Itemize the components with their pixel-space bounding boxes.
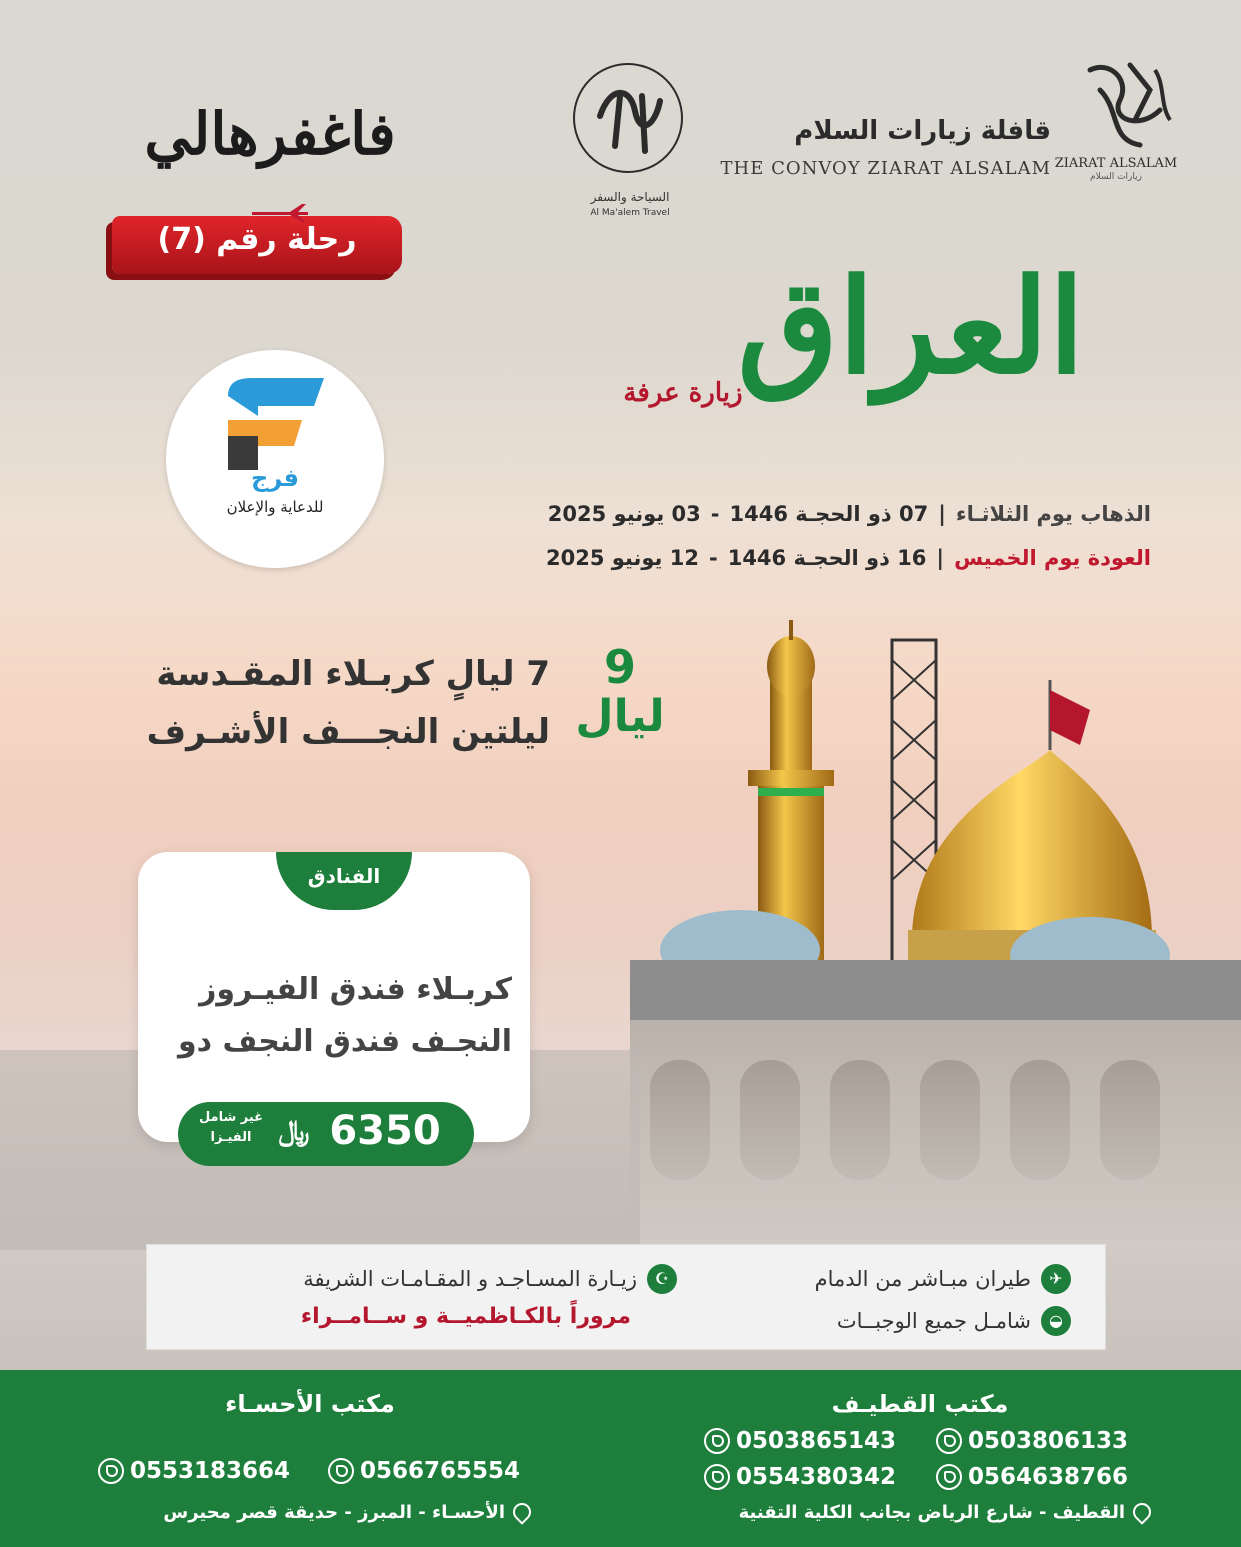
whatsapp-icon	[704, 1428, 730, 1454]
qatif-phone-2-number: 0503865143	[736, 1428, 897, 1454]
ahsa-address[interactable]	[163, 1502, 529, 1523]
trip-subtitle: زيارة عرفة	[623, 378, 743, 408]
ahsa-office-title: مكتب الأحسـاء	[225, 1390, 395, 1418]
qatif-address-text: القطيف - شارع الرياض بجانب الكلية التقنية	[738, 1502, 1125, 1523]
feature-flight	[815, 1264, 1071, 1294]
airplane-icon	[250, 200, 310, 224]
feature-meals	[837, 1306, 1071, 1336]
date-separator: |	[938, 502, 946, 526]
country-title: العراق	[737, 250, 1085, 403]
maalem-logo-en: Al Ma'alem Travel	[590, 208, 670, 218]
qatif-phone-1[interactable]	[936, 1428, 1128, 1454]
ahsa-address-text: الأحسـاء - المبرز - حديقة قصر محيرس	[163, 1502, 505, 1523]
qatif-phone-1-number: 0503806133	[968, 1428, 1129, 1454]
trip-number: رحلة رقم (7)	[157, 222, 357, 257]
slogan: فاغفرهالي	[144, 100, 396, 168]
hotel-karbala: كربـلاء فندق الفيـروز	[199, 972, 512, 1007]
maalem-logo-ar: السياحة والسفر	[590, 190, 670, 204]
ziarat-logo-en: ZIARAT ALSALAM	[1054, 156, 1178, 171]
feature-visits	[303, 1264, 677, 1294]
karbala-nights: 7 ليالٍ كربـلاء المقـدسة	[156, 654, 550, 694]
ziarat-alsalam-logo	[1070, 50, 1180, 160]
departure-row	[431, 494, 1151, 534]
qatif-phone-3-number: 0564638766	[968, 1464, 1129, 1490]
ahsa-phone-2-number: 0553183664	[130, 1458, 291, 1484]
total-nights	[560, 642, 680, 741]
whatsapp-icon	[936, 1464, 962, 1490]
total-nights-number: 9	[603, 640, 636, 694]
price-note-line2: الفيـزا	[210, 1130, 252, 1145]
date-dash: -	[710, 502, 720, 526]
departure-label: الذهاب يوم الثلاثـاء	[955, 502, 1151, 526]
ahsa-phone-1-number: 0566765554	[360, 1458, 521, 1484]
return-label: العودة يوم الخميس	[954, 546, 1151, 570]
return-row	[431, 538, 1151, 578]
brand-title-ar: قافلة زيارات السلام	[794, 116, 1051, 146]
advertiser-tagline: للدعاية والإعلان	[226, 498, 324, 516]
whatsapp-icon	[936, 1428, 962, 1454]
qatif-office-title: مكتب القطيـف	[831, 1390, 1009, 1418]
departure-hijri: 07 ذو الحجـة 1446	[729, 502, 929, 526]
qatif-address[interactable]	[739, 1502, 1149, 1523]
whatsapp-icon	[704, 1464, 730, 1490]
feature-meals-text: شامـل جميع الوجبــات	[836, 1309, 1031, 1333]
feature-via-text: مروراً بالكـاظميــة و ســامــراء	[300, 1304, 631, 1329]
feature-flight-text: طيران مبـاشر من الدمام	[814, 1267, 1031, 1291]
feature-visits-text: زيـارة المسـاجـد و المقـامـات الشريفة	[303, 1267, 637, 1291]
location-pin-icon	[513, 1503, 529, 1523]
brand-title-en: THE CONVOY ZIARAT ALSALAM	[720, 158, 1051, 179]
airplane-icon: ✈	[1041, 1264, 1071, 1294]
date-separator: |	[936, 546, 945, 570]
total-nights-word: ليال	[575, 690, 665, 742]
return-hijri: 16 ذو الحجـة 1446	[727, 546, 927, 570]
qatif-phone-2[interactable]	[704, 1428, 896, 1454]
advertiser-name: فرج	[251, 464, 299, 492]
hotels-tab-label: الفنادق	[307, 864, 381, 888]
qatif-phone-3[interactable]	[936, 1464, 1128, 1490]
ahsa-phone-1[interactable]	[328, 1458, 520, 1484]
currency-symbol: ﷼	[278, 1114, 310, 1147]
whatsapp-icon	[328, 1458, 354, 1484]
meal-dome-icon: ◒	[1041, 1306, 1071, 1336]
whatsapp-icon	[98, 1458, 124, 1484]
feature-via	[301, 1304, 631, 1329]
price-note-line1: غير شامل	[198, 1110, 264, 1125]
hotel-najaf: النجـف فندق النجف دو	[178, 1024, 512, 1059]
mosque-icon: ☪	[647, 1264, 677, 1294]
qatif-phone-4[interactable]	[704, 1464, 896, 1490]
location-pin-icon	[1133, 1503, 1149, 1523]
ahsa-phone-2[interactable]	[98, 1458, 290, 1484]
ziarat-logo-ar: زيارات السلام	[1090, 172, 1142, 182]
advertiser-f-logo	[222, 376, 330, 472]
shrine-image	[630, 600, 1241, 1240]
maalem-logo	[570, 56, 690, 190]
date-dash: -	[708, 546, 718, 570]
price-amount: 6350	[329, 1108, 441, 1154]
departure-gregorian: 03 يونيو 2025	[547, 502, 701, 526]
qatif-phone-4-number: 0554380342	[736, 1464, 897, 1490]
return-gregorian: 12 يونيو 2025	[546, 546, 699, 570]
najaf-nights: ليلتين النجـــف الأشـرف	[146, 712, 550, 752]
